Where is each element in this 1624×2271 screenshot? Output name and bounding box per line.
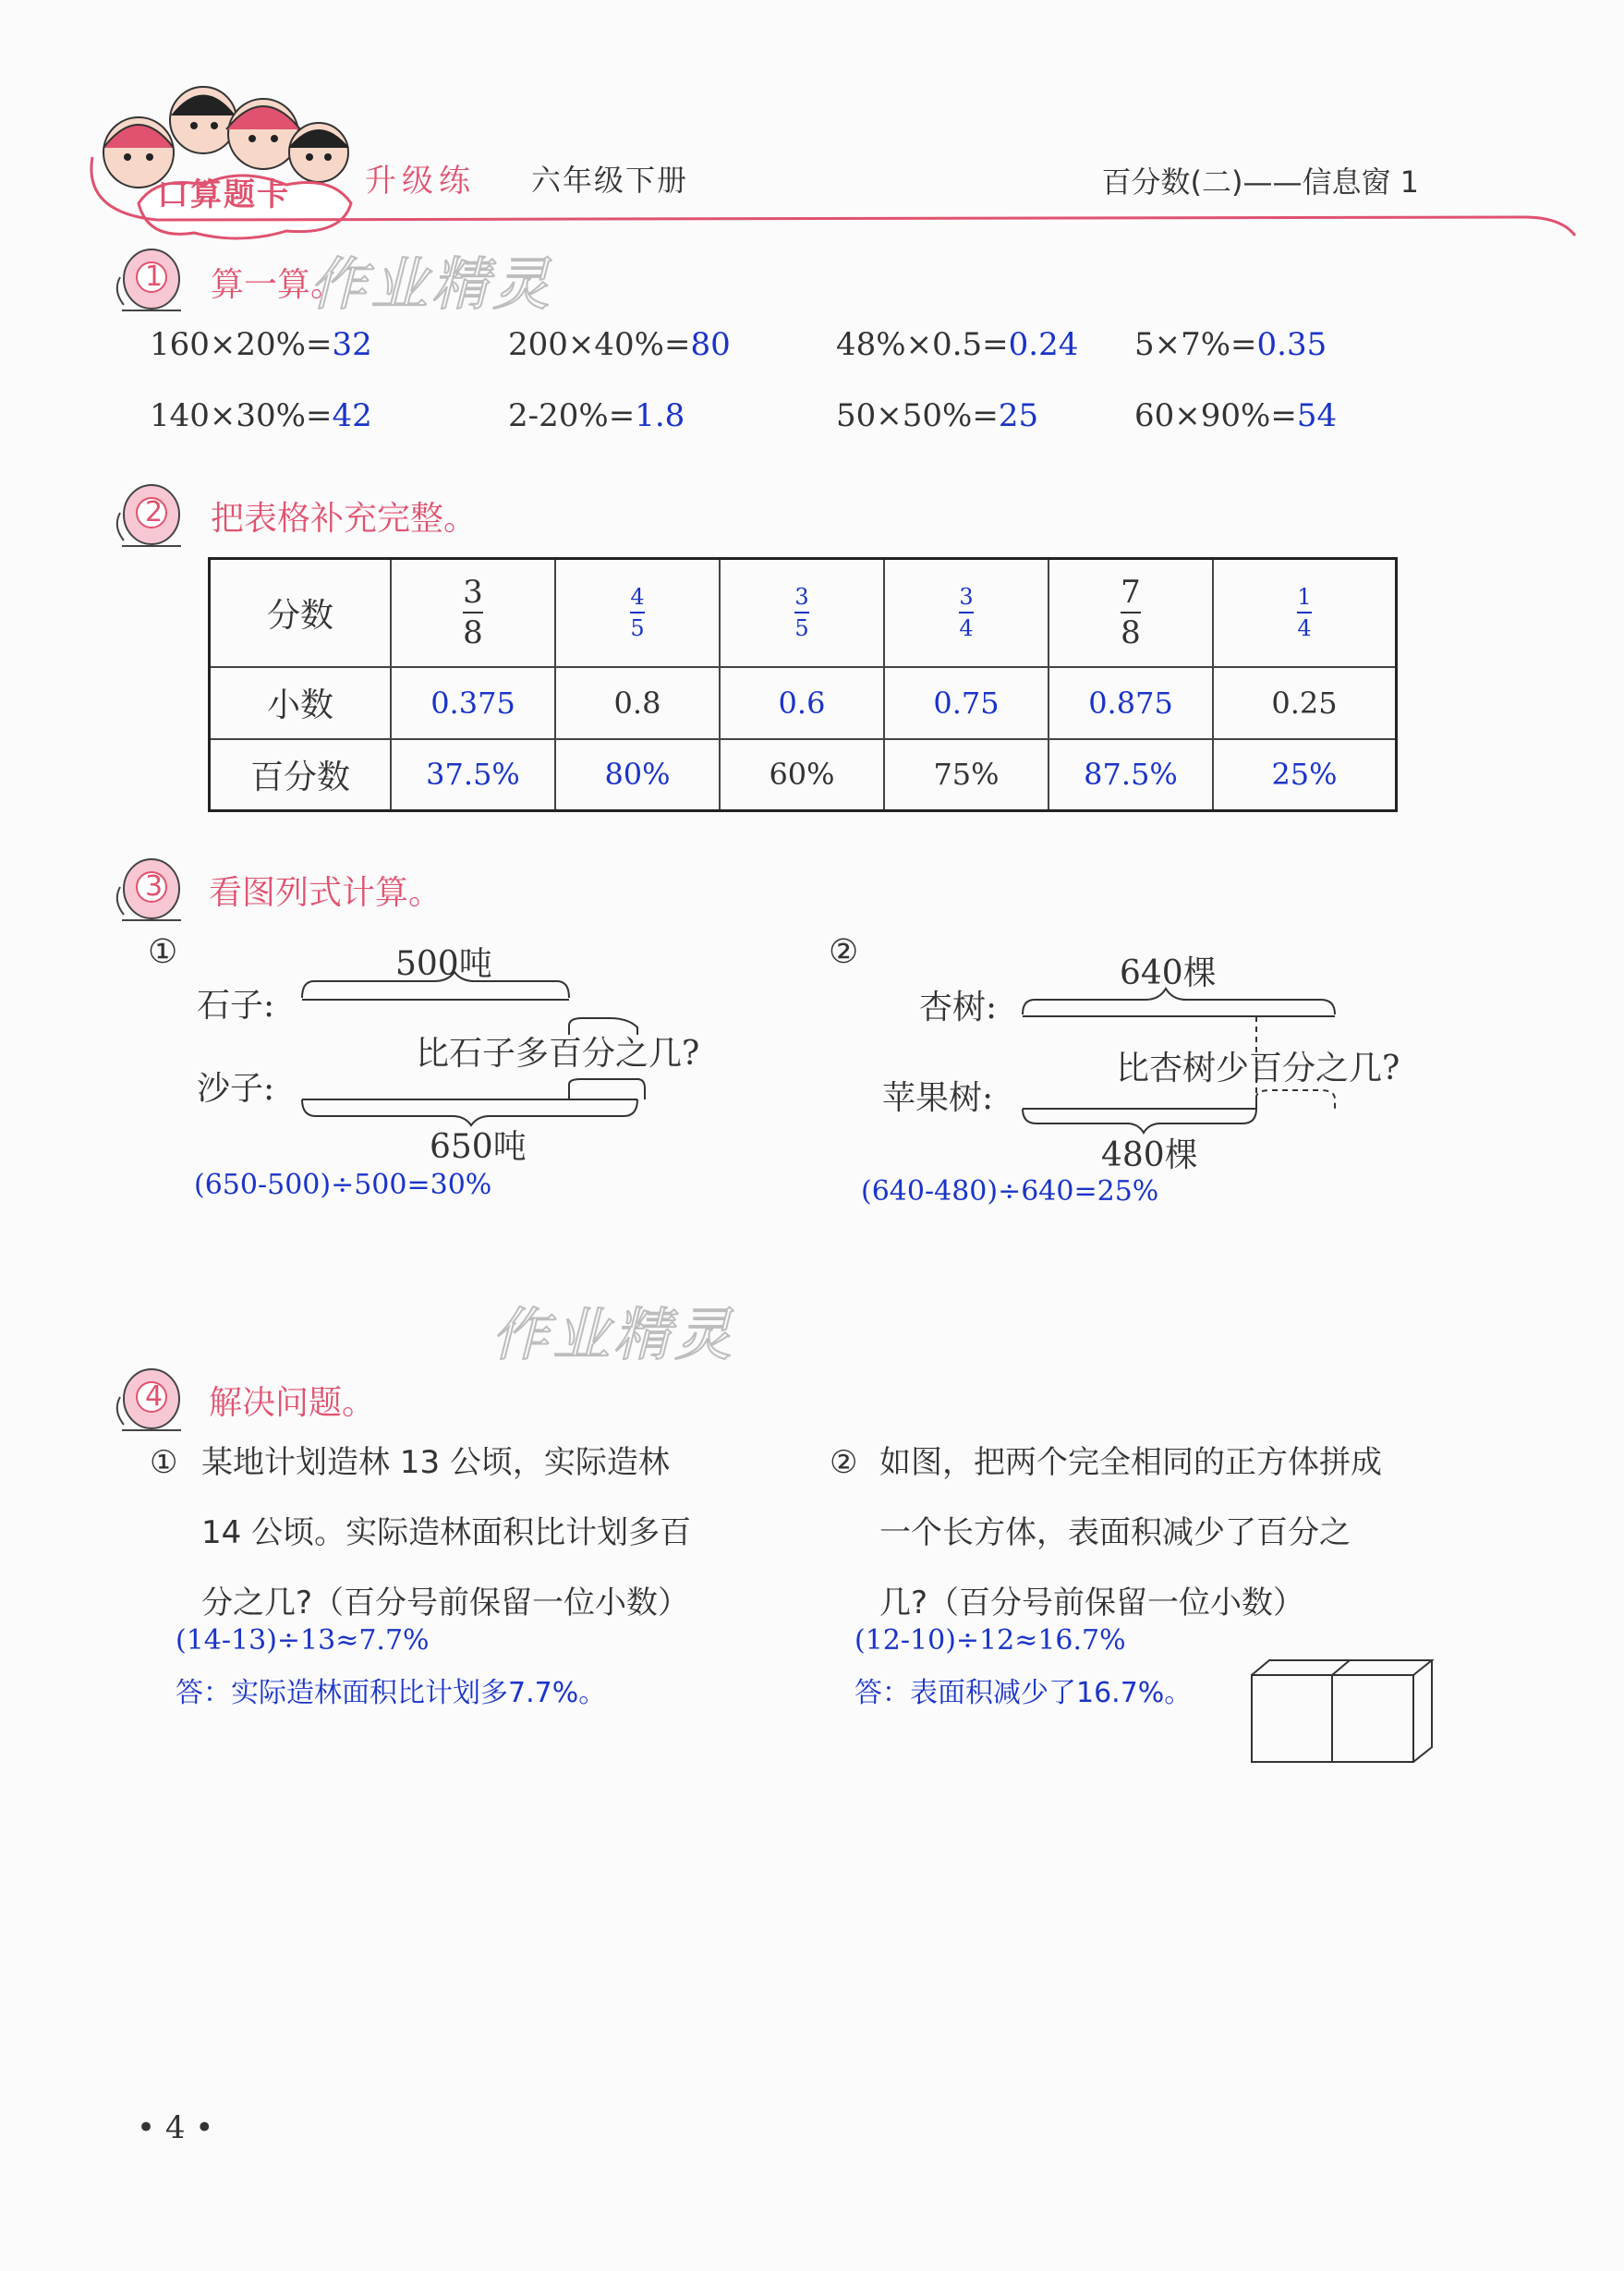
problem-2-marker: ② (830, 1444, 858, 1481)
problem-1-marker: ① (150, 1444, 178, 1481)
section-1-number: 1 (145, 261, 164, 293)
row-header: 分数 (210, 559, 392, 667)
diagram-1-row1-label: 石子: (197, 987, 275, 1025)
page-number: • 4 • (137, 2109, 214, 2146)
section-2-number: 2 (145, 496, 164, 528)
watermark-top: 作业精灵 (309, 250, 554, 318)
diagram-2-brackets (1016, 979, 1349, 1136)
diagram-2-row1-label: 杏树: (919, 989, 998, 1026)
diagram-1-marker: ① (148, 933, 178, 971)
row-header: 百分数 (210, 739, 392, 811)
calc-item: 2-20%=1.8 (508, 397, 685, 434)
problem-1-text (201, 1427, 774, 1638)
conversion-table (208, 557, 1398, 812)
table-row (210, 667, 1397, 739)
problem-2-answer: 答：表面积减少了16.7%。 (854, 1677, 1193, 1709)
problem-2-solution: (12-10)÷12≈16.7% (854, 1624, 1126, 1657)
calc-item: 48%×0.5=0.24 (836, 326, 1079, 363)
diagram-1-brackets (296, 970, 647, 1127)
fraction-cell: $\frac{7}{8}$ (1048, 559, 1213, 667)
section-2-title: 把表格补充完整。 (211, 500, 478, 538)
decimal-cell: 0.75 (884, 667, 1048, 739)
section-4-number: 4 (145, 1380, 164, 1413)
problem-1-solution: (14-13)÷13≈7.7% (176, 1624, 430, 1657)
percent-cell: 60% (720, 739, 884, 811)
problem-line: 14 公顷。实际造林面积比计划多百 (201, 1514, 692, 1551)
diagram-2-question: 比杏树少百分之几? (1116, 1050, 1400, 1087)
row-header: 小数 (210, 667, 392, 739)
series-title: 升级练 (365, 163, 476, 200)
decimal-cell: 0.375 (391, 667, 555, 739)
diagram-1-top-value: 500吨 (395, 945, 492, 983)
brand-name: 口算题卡 (157, 176, 290, 213)
diagram-2-marker: ② (829, 933, 859, 971)
grade-label: 六年级下册 (531, 163, 689, 198)
calc-item: 50×50%=25 (836, 397, 1039, 434)
fraction-cell: $\frac{3}{5}$ (720, 559, 884, 667)
percent-cell: 25% (1213, 739, 1397, 811)
problem-line: 分之几?（百分号前保留一位小数） (201, 1585, 690, 1621)
fraction-cell: $\frac{3}{4}$ (884, 559, 1048, 667)
calc-item: 60×90%=54 (1134, 397, 1338, 434)
cuboid-figure (1247, 1658, 1446, 1769)
calc-item: 5×7%=0.35 (1134, 326, 1327, 363)
percent-cell: 87.5% (1048, 739, 1213, 811)
table-row (210, 559, 1397, 667)
decimal-cell: 0.8 (555, 667, 720, 739)
percent-cell: 37.5% (391, 739, 555, 811)
fraction-cell: $\frac{3}{8}$ (391, 559, 555, 667)
fraction-cell: $\frac{4}{5}$ (555, 559, 720, 667)
diagram-1-answer: (650-500)÷500=30% (194, 1169, 492, 1201)
percent-cell: 75% (884, 739, 1048, 811)
header-decoration (83, 65, 1580, 249)
diagram-1-question: 比石子多百分之几? (416, 1035, 700, 1073)
section-3-number: 3 (145, 870, 164, 903)
watermark-middle: 作业精灵 (491, 1301, 736, 1368)
problem-1-answer: 答：实际造林面积比计划多7.7%。 (176, 1677, 607, 1709)
problem-line: 某地计划造林 13 公顷，实际造林 (201, 1444, 670, 1481)
section-1-title: 算一算。 (211, 266, 345, 304)
calc-item: 200×40%=80 (508, 326, 731, 363)
problem-2-text (879, 1427, 1452, 1638)
diagram-2-answer: (640-480)÷640=25% (861, 1175, 1159, 1208)
calc-item: 140×30%=42 (150, 397, 372, 434)
problem-line: 一个长方体，表面积减少了百分之 (879, 1514, 1351, 1551)
decimal-cell: 0.875 (1048, 667, 1213, 739)
calc-item: 160×20%=32 (150, 326, 372, 363)
decimal-cell: 0.6 (720, 667, 884, 739)
problem-line: 如图，把两个完全相同的正方体拼成 (879, 1444, 1382, 1481)
decimal-cell: 0.25 (1213, 667, 1397, 739)
table-row (210, 739, 1397, 811)
diagram-2-row2-label: 苹果树: (882, 1079, 994, 1117)
diagram-2-top-value: 640棵 (1120, 954, 1217, 992)
fraction-cell: $\frac{1}{4}$ (1213, 559, 1397, 667)
section-4-title: 解决问题。 (209, 1384, 376, 1422)
chapter-title: 百分数(二)——信息窗 1 (1101, 164, 1419, 200)
diagram-2-bottom-value: 480棵 (1101, 1136, 1198, 1174)
diagram-1-bottom-value: 650吨 (430, 1128, 527, 1166)
diagram-1-row2-label: 沙子: (197, 1070, 275, 1108)
problem-line: 几?（百分号前保留一位小数） (879, 1585, 1305, 1621)
percent-cell: 80% (555, 739, 720, 811)
section-3-title: 看图列式计算。 (209, 874, 442, 912)
